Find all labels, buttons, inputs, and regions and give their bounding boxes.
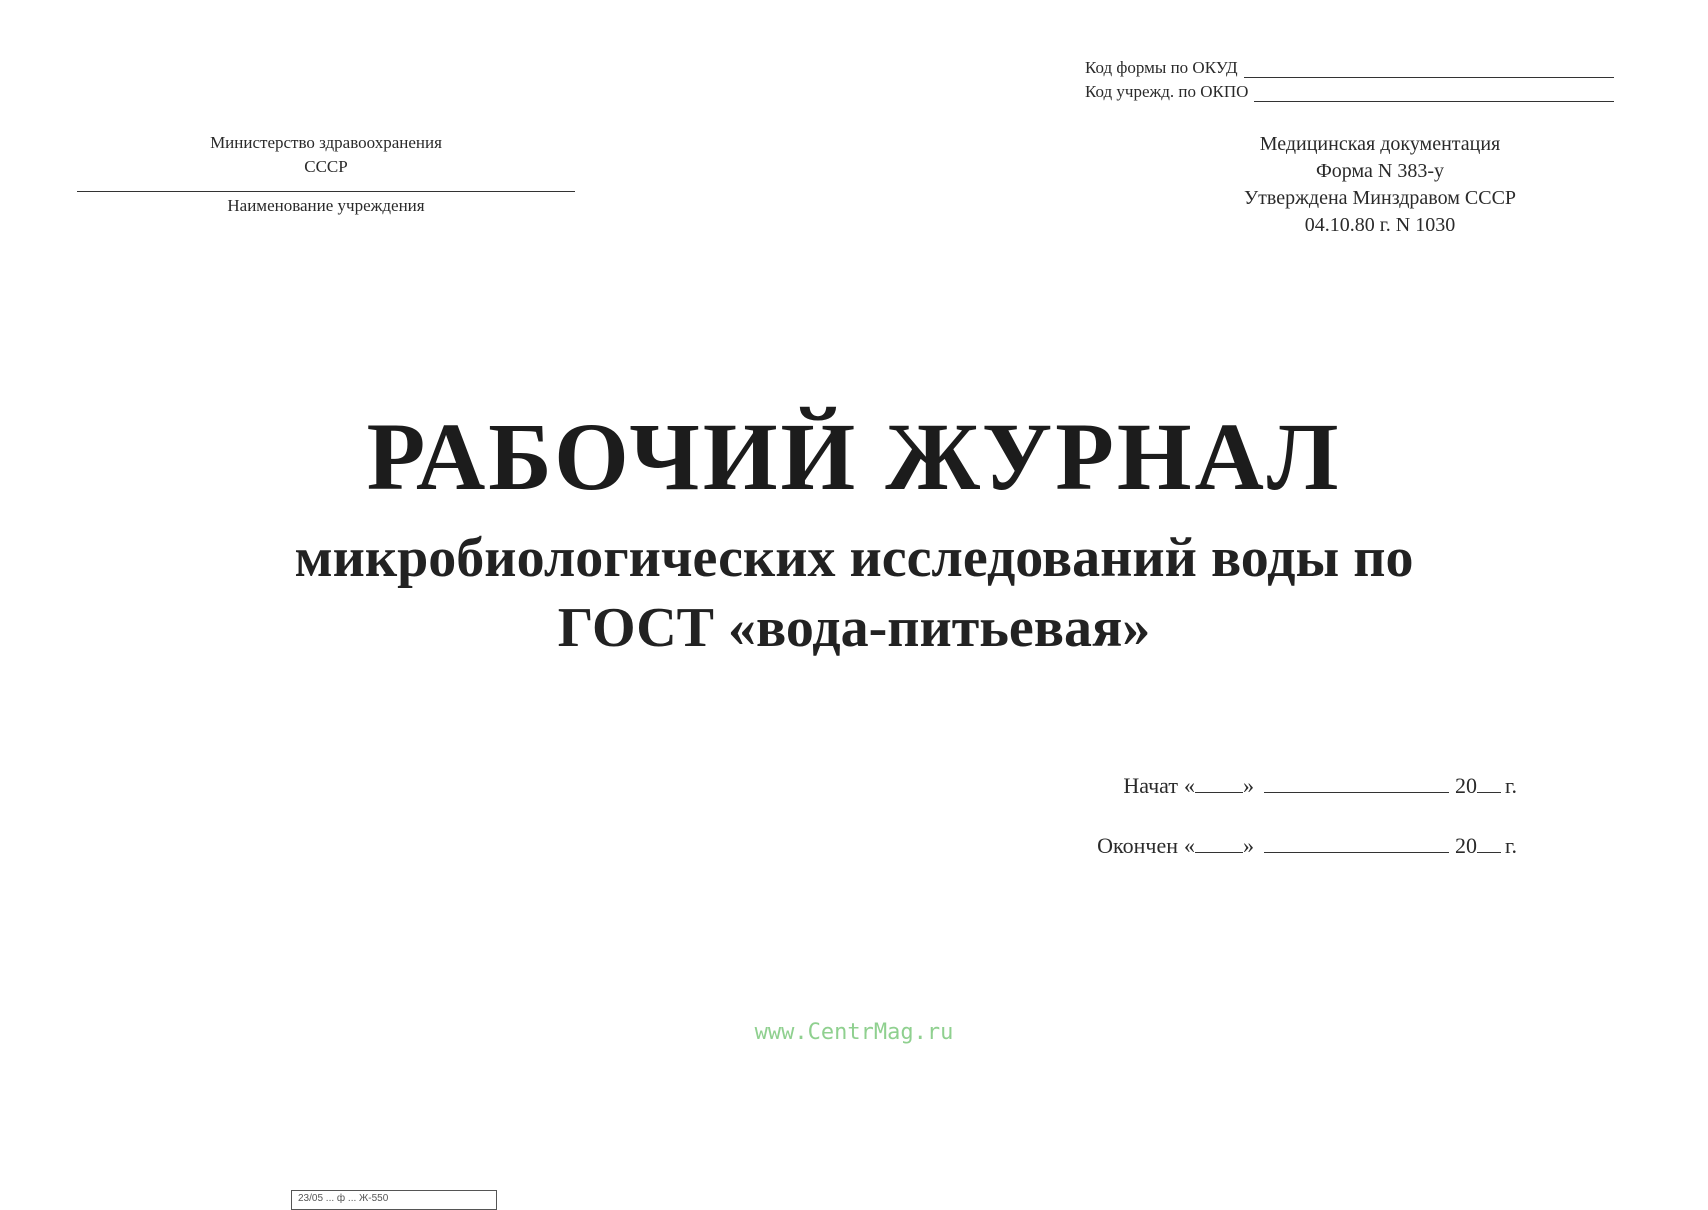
- start-open-quote: «: [1184, 773, 1195, 798]
- approval-line1: Медицинская документация: [1259, 133, 1501, 155]
- end-close-quote: »: [1243, 833, 1254, 858]
- subtitle-line1: микробиологических исследований воды по: [294, 527, 1414, 589]
- institution-caption: Наименование учреждения: [227, 196, 425, 215]
- start-date-row: [1060, 773, 1517, 799]
- start-day-field[interactable]: [1195, 774, 1243, 793]
- start-label: Начат: [1123, 773, 1178, 798]
- approval-line4: 04.10.80 г. N 1030: [1304, 214, 1456, 236]
- ministry-line1: Министерство здравоохранения: [210, 133, 442, 152]
- journal-title: РАБОЧИЙ ЖУРНАЛ: [366, 403, 1342, 510]
- approval-line2: Форма N 383-у: [1316, 160, 1444, 182]
- approval-block: [1180, 131, 1580, 239]
- institution-name-line: [77, 191, 575, 192]
- end-year-suffix: г.: [1505, 833, 1518, 858]
- ministry-line2: СССР: [304, 157, 348, 176]
- print-stamp: 23/05 ... ф ... Ж-550: [291, 1190, 497, 1210]
- okpo-code-row: [1085, 82, 1614, 102]
- start-year-field[interactable]: [1477, 774, 1501, 793]
- okpo-field-line: [1254, 87, 1614, 102]
- okud-code-row: [1085, 58, 1614, 78]
- ministry-block: [77, 131, 575, 218]
- end-month-field[interactable]: [1264, 834, 1449, 853]
- end-year-field[interactable]: [1477, 834, 1501, 853]
- okpo-label: Код учрежд. по ОКПО: [1085, 82, 1249, 101]
- subtitle-line2: ГОСТ «вода-питьевая»: [557, 597, 1151, 659]
- end-date-row: [1060, 833, 1517, 859]
- start-month-field[interactable]: [1264, 774, 1449, 793]
- start-year-prefix: 20: [1455, 773, 1477, 798]
- end-open-quote: «: [1184, 833, 1195, 858]
- start-year-suffix: г.: [1505, 773, 1518, 798]
- end-day-field[interactable]: [1195, 834, 1243, 853]
- end-year-prefix: 20: [1455, 833, 1477, 858]
- start-close-quote: »: [1243, 773, 1254, 798]
- journal-subtitle: [0, 523, 1708, 663]
- okud-label: Код формы по ОКУД: [1085, 58, 1238, 77]
- approval-line3: Утверждена Минздравом СССР: [1243, 187, 1517, 209]
- watermark: www.CentrMag.ru: [754, 1020, 954, 1045]
- okud-field-line: [1244, 63, 1614, 78]
- end-label: Окончен: [1097, 833, 1178, 858]
